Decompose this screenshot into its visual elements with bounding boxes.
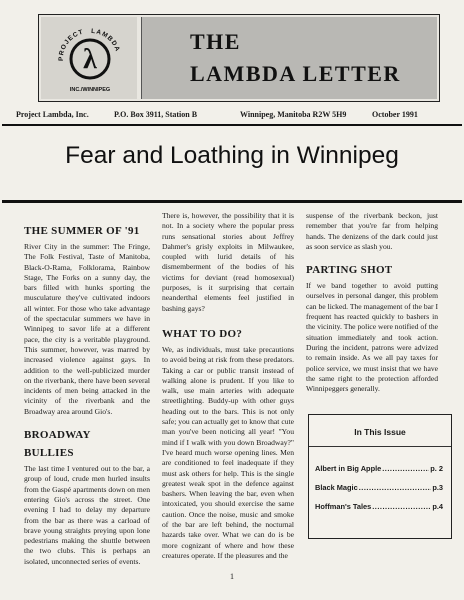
broadway-heading: BROADWAY xyxy=(24,429,91,442)
in-this-issue-heading: In This Issue xyxy=(354,427,406,437)
toc-leader-dots xyxy=(382,464,429,473)
toc-item[interactable] xyxy=(315,483,443,492)
bullies-heading: BULLIES xyxy=(24,447,74,460)
toc-item-page: p.4 xyxy=(432,502,443,511)
publication-info-bar xyxy=(2,108,460,122)
what-to-do-paragraph: We, as individuals, must take precautions to avoid being at risk from these predators. Taking a car or public transit instead of walking alone is prudent. If you like to walk, use main arteries with adequate streetlighting. Buddy-up with other guys heading out to the bars. This is not only safe; you can actually get to know that cute man you've been noticing all year! "You mind if I walk with you down Broadway?" I've heard much worse opening lines. Men are conditioned to feel inadequate if they must ask others for help. This is the single greatest weak spot in the defence against bashers. When leaving the bar, even when intoxicated, you should exercise the same caution. Once the noise, music and smoke of the bar are left behind, the nocturnal hazards take over. What we can do is be more cognizant of where and how these creatures operate. If the pleasures and the xyxy=(162,344,294,560)
po-box: P.O. Box 3911, Station B xyxy=(114,110,198,119)
logo-bottom-text: INC./WINNIPEG xyxy=(69,87,111,93)
parting-shot-paragraph: If we band together to avoid putting ourselves in personal danger, this problem can be licked. The management of the bar I frequent has reacted quickly to bashers in the vicinity. The police were notified of the situation immediately and took action. During the incident, patrons were advized to remain inside. As we all pay taxes for police service, we must insist that we have the same right to the protection afforded Winnipeggers generally. xyxy=(306,281,438,394)
page-number: 1 xyxy=(230,572,234,581)
toc-item-page: p. 2 xyxy=(430,464,443,473)
logo-lambda-symbol: λ xyxy=(83,44,97,75)
bullies-paragraph: The last time I ventured out to the bar, a group of loud, crude men hurled insults from the Gaspé apartments down on men entering Gio's across the street. One evening I had to delay my departure from the bar as there was a carload of brave young straights preying upon lone pedestrians making the shuttle between the two clubs. This is perhaps an isolated, unconnected series of events. xyxy=(24,464,150,566)
toc-item-title: Albert in Big Apple xyxy=(315,464,382,473)
toc-item-page: p.3 xyxy=(432,483,443,492)
header-rule xyxy=(2,124,462,126)
toc-item[interactable] xyxy=(315,502,443,511)
toc-item[interactable] xyxy=(315,464,443,473)
logo-panel xyxy=(41,17,137,99)
toc-leader-dots xyxy=(359,483,432,492)
masthead-title-the: THE xyxy=(190,29,241,54)
masthead-title-panel xyxy=(141,17,437,99)
logo-arc-right-text: LAMBDA xyxy=(90,27,122,54)
column-2 xyxy=(162,211,294,569)
column-1 xyxy=(24,211,150,567)
in-this-issue-box xyxy=(308,414,452,539)
project-lambda-logo-icon xyxy=(53,21,125,95)
in-this-issue-rule xyxy=(309,446,451,447)
masthead-title-lambda-letter: LAMBDA LETTER xyxy=(190,61,401,86)
toc-item-title: Hoffman's Tales xyxy=(315,502,372,511)
headline-rule xyxy=(2,200,462,203)
summer-heading: THE SUMMER OF '91 xyxy=(24,225,140,237)
what-to-do-paragraph-continued: suspense of the riverbank beckon, just remember that you're far from helping hands. The denizens of the dark could just as soon service as slash you. xyxy=(306,211,438,251)
logo-arc-left-text: PROJECT xyxy=(57,28,85,62)
masthead xyxy=(38,14,440,102)
column-3 xyxy=(306,211,438,401)
org-name: Project Lambda, Inc. xyxy=(16,110,89,119)
what-to-do-heading: WHAT TO DO? xyxy=(162,327,243,340)
bullies-paragraph-continued: There is, however, the possibility that it is not. In a society where the popular press runs sensational stories about Jeffrey Dahmer's grisly exploits in Milwaukee, coupled with lurid details of his dismemberment of the bodies of his victims for deviant (read homosexual) purposes, is it surprising that certain neanderthal elements feel justified in bashing gays? xyxy=(162,211,294,313)
issue-date: October 1991 xyxy=(372,110,418,119)
headline: Fear and Loathing in Winnipeg xyxy=(65,142,399,169)
toc-leader-dots xyxy=(372,502,431,511)
city-address: Winnipeg, Manitoba R2W 5H9 xyxy=(240,110,347,119)
toc-item-title: Black Magic xyxy=(315,483,358,492)
summer-paragraph: River City in the summer: The Fringe, The Folk Festival, Taste of Manitoba, Black-O-Rama, Folklorama, Rainbow Stage, The Forks on a sunny day, the bars filled with hunks sporting the musculature they've cultivated indoors all winter. For those who take advantage of the spectacular summers we have in Winnipeg to savor life at a different pace, the city is a veritable playground. This summer, however, was marred by increased violence against gays. In addition to the well-publicized murder on the riverbank, there have been several incidents of men being attacked in the vicinity of the riverbank and the Broadway area around Gio's. xyxy=(24,242,150,416)
parting-shot-heading: PARTING SHOT xyxy=(306,264,393,277)
